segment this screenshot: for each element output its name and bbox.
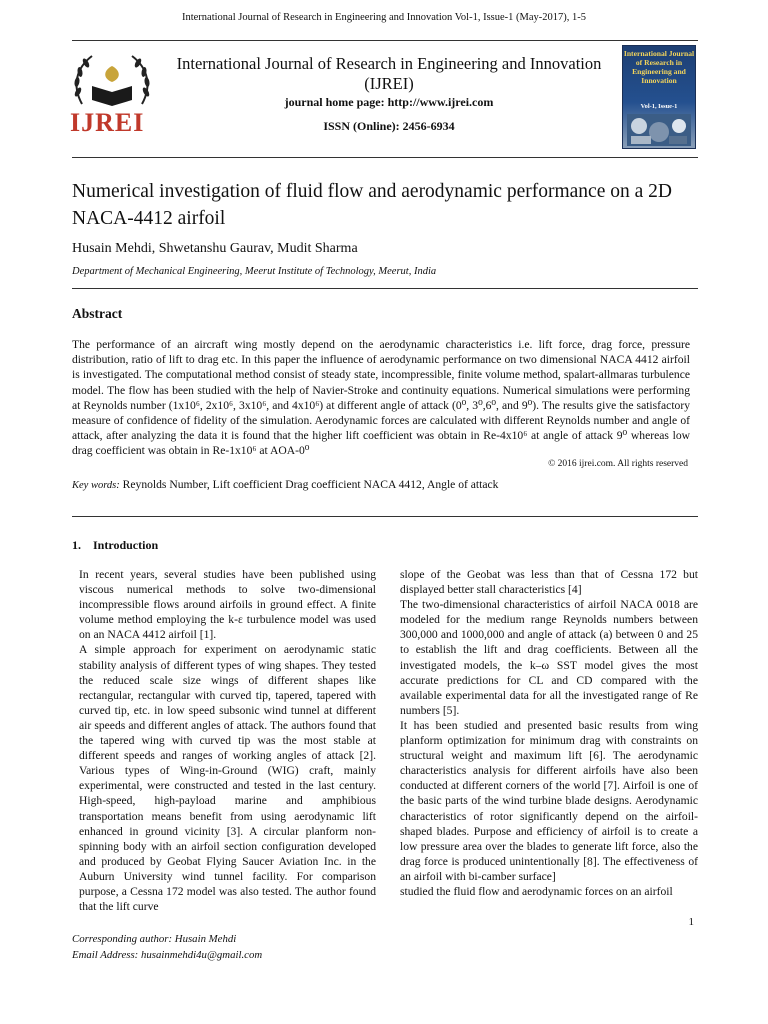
journal-home-page: journal home page: http://www.ijrei.com xyxy=(284,95,494,109)
journal-title-line1: International Journal of Research in Engineering and Innovation xyxy=(176,54,602,73)
paper-authors: Husain Mehdi, Shwetanshu Gaurav, Mudit Sharma xyxy=(72,241,358,256)
paper-affiliation: Department of Mechanical Engineering, Meerut Institute of Technology, Meerut, India xyxy=(72,266,437,277)
keywords xyxy=(72,478,498,491)
introduction-heading: 1. Introduction xyxy=(72,538,159,552)
journal-issn: ISSN (Online): 2456-6934 xyxy=(323,119,455,133)
paragraph: A simple approach for experiment on aerodynamic static stability analysis of different types of wing shapes. They tested the reduced scale size wings of different shapes like rectangular, rectangular with curved tip, tapered, tapered with curved tip, etc. in low speed subsonic wind tunnel at different air speeds and different angles of attack. The authors found that the tapered wing with curved tip was the most stable at different speeds and ranges of working angles of attack [2]. Various types of Wing-in-Ground (WIG) craft, mainly experimental, were constructed and tested in the last century. High-speed, high-payload marine and amphibious transportation means benefit from using aerodynamic lift enhanced in ground vicinity [3]. A circular planform non-spinning body with an airfoil section configuration developed and produced by Geobat Flying Saucer Aviation Inc. in the Auburn University wind tunnel facility. For comparison purpose, a Cessna 172 model was also tested. The author found that the lift curve xyxy=(79,643,376,914)
running-head: International Journal of Research in Engineering and Innovation Vol-1, Issue-1 (May-2017), 1-5 xyxy=(181,12,587,23)
keywords-label: Key words: xyxy=(72,480,120,491)
keywords-text: Reynolds Number, Lift coefficient Drag coefficient NACA 4412, Angle of attack xyxy=(122,478,499,491)
introduction-left-column xyxy=(79,567,376,914)
cover-collage-image xyxy=(627,114,691,146)
paragraph: studied the fluid flow and aerodynamic forces on an airfoil xyxy=(400,884,673,898)
journal-cover xyxy=(622,45,696,149)
introduction-right-column xyxy=(400,567,698,899)
abstract-heading: Abstract xyxy=(72,306,123,321)
paper-title: Numerical investigation of fluid flow and aerodynamic performance on a 2D NACA-4412 airfoil xyxy=(72,181,672,229)
paragraph: slope of the Geobat was less than that of Cessna 172 but displayed better stall characteristics [4] xyxy=(400,568,698,597)
cover-issue: Vol-1, Issue-1 xyxy=(640,103,678,110)
corresponding-author-block xyxy=(72,931,262,963)
paragraph: It has been studied and presented basic results from wing planform optimization for minimum drag with constraints on structural weight and maximum lift [6]. The aerodynamic characteristics analysis for different airfoils have also been conducted at different corners of the world [7]. Airfoil is one of the basic parts of the wind turbine blade designs. Aerodynamic characteristics of rotor significantly depend on the airfoil-shaped blades. Purpose and efficiency of airfoil is to create a low pressure area over the blades to generate lift force, also the drag force is produced unintentionally [8]. The effectiveness of an airfoil with bi-camber surface] xyxy=(400,718,698,883)
header-rule xyxy=(72,40,698,41)
journal-logo-text: IJREI xyxy=(70,108,145,137)
journal-title-line2: (IJREI) xyxy=(364,74,414,93)
paragraph: In recent years, several studies have been published using viscous numerical methods to solve two-dimensional incompressible flows around airfoils in ground effect. A finite volume method employing the k-ε turbulence model was used on an NACA 4412 airfoil [1]. xyxy=(79,568,376,642)
affiliation-rule xyxy=(72,288,698,289)
corresponding-author: Corresponding author: Husain Mehdi xyxy=(72,933,237,945)
author-email: Email Address: husainmehdi4u@gmail.com xyxy=(72,949,263,961)
journal-title xyxy=(160,54,618,94)
masthead-rule xyxy=(72,157,698,158)
page-number: 1 xyxy=(688,916,694,928)
keywords-rule xyxy=(72,516,698,517)
cover-title: International Journal of Research in Engineering and Innovation xyxy=(623,49,695,85)
abstract-text: The performance of an aircraft wing mostly depend on the aerodynamic characteristics i.e. lift force, drag force, pressure distribution, ratio of lift to drag etc. In this paper the influence of aerodynamic performance on two dimensional NACA 4412 airfoil is investigated. The computational method consist of steady state, incompressible, finite volume method, spalart-allmaras turbulence model. The flow has been studied with the help of Navier-Stroke and continuity equations. Numerical simulations were performing at Reynolds number (1x10⁶, 2x10⁶, 3x10⁶, and 4x10⁶) at different angle of attack (0⁰, 3⁰,6⁰, and 9⁰). The results give the satisfactory measure of confidence of fidelity of the simulation. Aerodynamic forces are calculated with different Reynolds number and angle of attack, after analyzing the data it is found that the higher lift coefficient was obtain in Re-4x10⁶ at angle of attack 9⁰ whereas low drag coefficient was obtain in Re-1x10⁶ at AOA-0⁰ xyxy=(72,338,690,458)
copyright-notice: © 2016 ijrei.com. All rights reserved xyxy=(548,459,688,469)
paragraph: The two-dimensional characteristics of airfoil NACA 0018 are modeled for the medium range Reynolds numbers between 300,000 and 1000,000 and angle of attack (a) between 0 and 25 to establish the lift and drag coefficients. Between all the investigated models, the k–ω SST model gives the most accurate predictions for CL and CD compared with the available experimental data for all the investigated range of Re numbers [5]. xyxy=(400,598,698,717)
